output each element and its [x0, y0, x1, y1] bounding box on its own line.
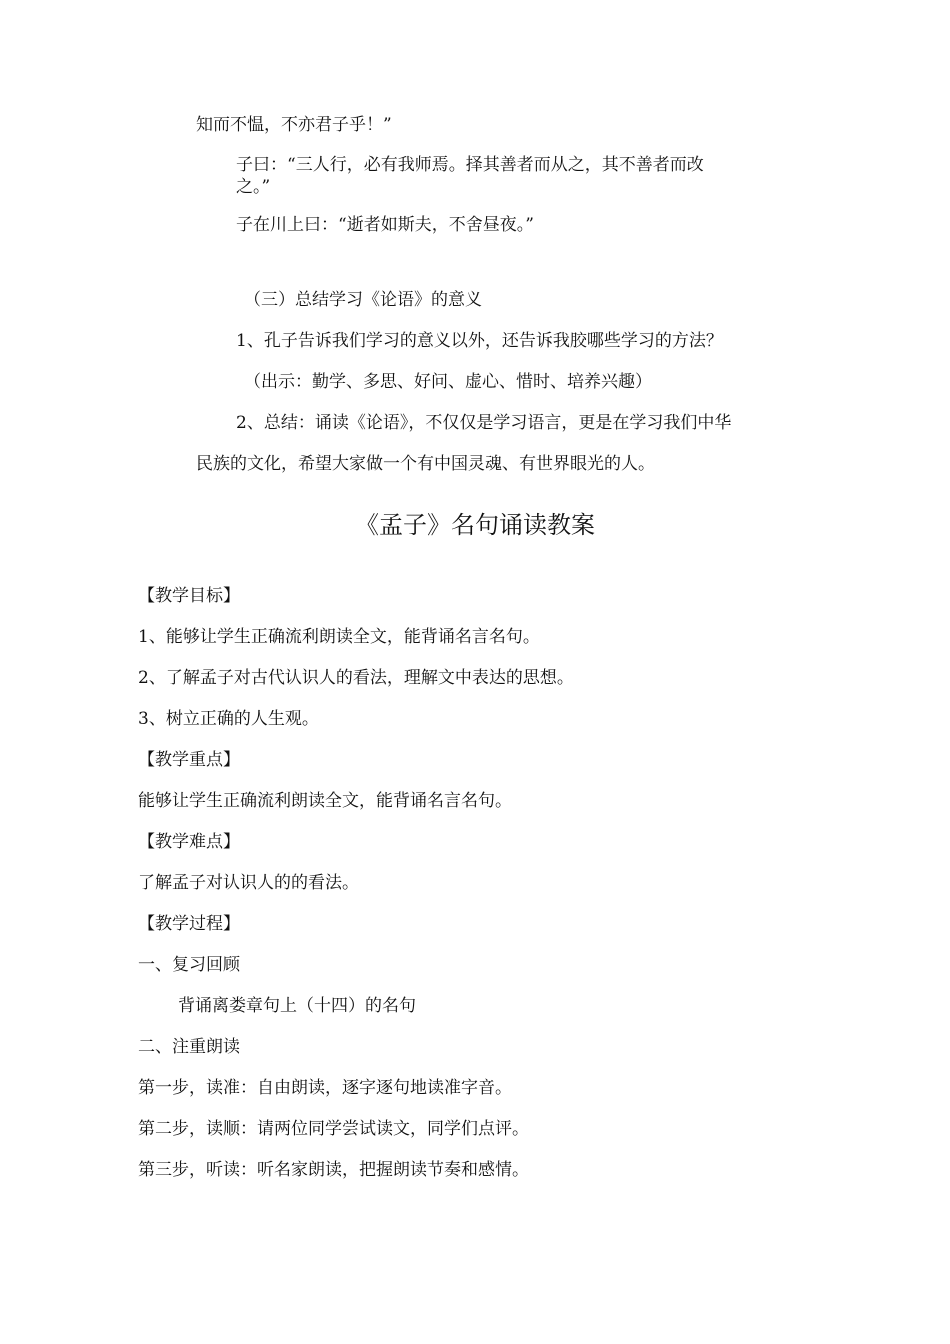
goal-item-3: 3、树立正确的人生观。 — [138, 709, 319, 729]
reading-heading: 二、注重朗读 — [138, 1037, 240, 1057]
analects-line-1: 知而不愠，不亦君子乎！” — [196, 115, 392, 135]
goals-heading: 【教学目标】 — [138, 586, 240, 606]
summary-question-1: 1、孔子告诉我们学习的意义以外，还告诉我胶哪些学习的方法？ — [236, 331, 723, 351]
summary-shown-methods: （出示：勤学、多思、好问、虚心、惜时、培养兴趣） — [244, 372, 652, 392]
analects-quote-2-line-2: 之。” — [236, 177, 271, 197]
review-heading: 一、复习回顾 — [138, 955, 240, 975]
analects-quote-2-line-1: 子曰：“三人行，必有我师焉。择其善者而从之，其不善者而改 — [236, 155, 704, 175]
summary-conclusion-line-2: 民族的文化，希望大家做一个有中国灵魂、有世界眼光的人。 — [196, 454, 655, 474]
analects-quote-3: 子在川上曰：“逝者如斯夫，不舍昼夜。” — [236, 215, 534, 235]
reading-step-2: 第二步，读顺：请两位同学尝试读文，同学们点评。 — [138, 1119, 529, 1139]
review-text: 背诵离娄章句上（十四）的名句 — [178, 996, 416, 1016]
summary-conclusion-line-1: 2、总结：诵读《论语》，不仅仅是学习语言，更是在学习我们中华 — [236, 413, 732, 433]
goal-item-1: 1、能够让学生正确流利朗读全文，能背诵名言名句。 — [138, 627, 540, 647]
reading-step-1: 第一步，读准：自由朗读，逐字逐句地读准字音。 — [138, 1078, 512, 1098]
difficulty-text: 了解孟子对认识人的的看法。 — [138, 873, 359, 893]
summary-heading: （三）总结学习《论语》的意义 — [244, 290, 482, 310]
focus-text: 能够让学生正确流利朗读全文，能背诵名言名句。 — [138, 791, 512, 811]
process-heading: 【教学过程】 — [138, 914, 240, 934]
goal-item-2: 2、了解孟子对古代认识人的看法，理解文中表达的思想。 — [138, 668, 574, 688]
focus-heading: 【教学重点】 — [138, 750, 240, 770]
reading-step-3: 第三步，听读：听名家朗读，把握朗读节奏和感情。 — [138, 1160, 529, 1180]
lesson-title: 《孟子》名句诵读教案 — [355, 511, 595, 539]
difficulty-heading: 【教学难点】 — [138, 832, 240, 852]
